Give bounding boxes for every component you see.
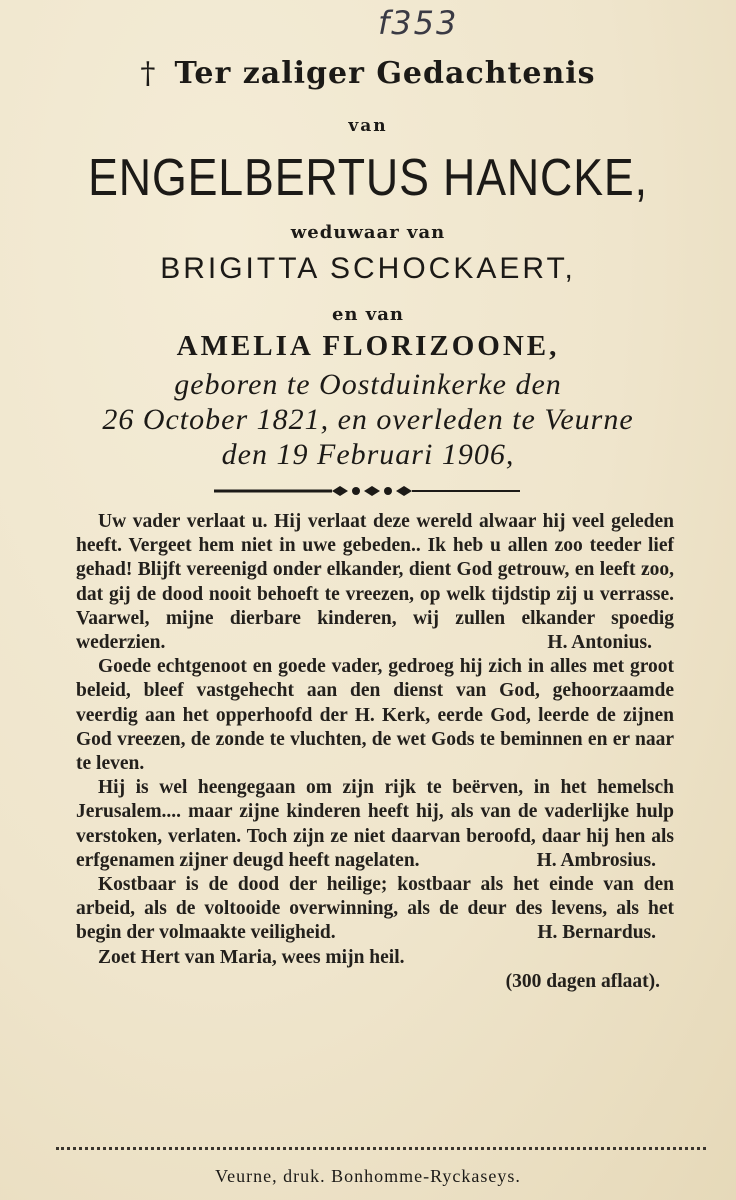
paragraph-4: Kostbaar is de dood der heilige; kostbaar als het einde van den arbeid, als de voltooide overwinning, als de deur des levens, als het begin der volmaakte veiligheid. H. Bernardus. [76,873,674,946]
van-label: van [348,116,388,136]
dates-text: 26 October 1821, en overleden te Veurne [102,403,634,436]
title-line [0,56,736,91]
widower-label: weduwaar van [290,222,446,243]
widower-line [0,222,736,243]
paragraph-1: Uw vader verlaat u. Hij verlaat deze wereld alwaar hij veel geleden heeft. Vergeet hem niet in uwe gebeden.. Ik heb u allen zoo teeder lief gehad! Blijft vereenigd onder elkander, dient God getrouw, en leeft zoo, dat gij de dood nooit behoeft te vreezen, op welk tijdstip zij u verrasse. Vaarwel, mijne dierbare kinderen, wij zullen elkander spoedig wederzien. H. Antonius. [76,510,674,655]
ornament-divider [214,484,520,498]
deceased-name-line [0,148,736,208]
spouse2-line [0,330,736,363]
prayer-text [76,510,674,994]
and-label: en van [331,304,404,325]
paragraph-5: Zoet Hert van Maria, wees mijn heil. [98,946,405,968]
death-line [0,438,736,472]
archive-number: f353 [378,4,459,42]
spouse1-line [0,252,736,286]
death-text: den 19 Februari 1906, [221,438,515,471]
van-line [0,116,736,136]
signature-bernardus: H. Bernardus. [537,922,656,944]
signature-ambrosius: H. Ambrosius. [536,849,656,871]
spouse2-name: AMELIA FLORIZOONE, [176,330,560,362]
indulgence-note: (300 dagen aflaat). [505,970,660,992]
birth-line [0,368,736,402]
dates-line [0,403,736,437]
birth-text: geboren te Oostduinkerke den [174,368,562,401]
dotted-divider [56,1147,706,1154]
page-title: Ter zaliger Gedachtenis [174,56,596,91]
paragraph-3: Hij is wel heengegaan om zijn rijk te beërven, in het hemelsch Jerusalem.... maar zijne kinderen heeft hij, als van de vaderlijke hulp verstoken, verlaten. Toch zijn ze niet daarvan beroofd, daar hij hen als erfgenamen zijner deugd heeft nagelaten. H. Ambrosius. [76,776,674,873]
and-line [0,304,736,325]
deceased-name: ENGELBERTUS HANCKE, [88,149,648,207]
cross-icon: † [140,56,156,91]
signature-antonius: H. Antonius. [547,632,652,654]
spouse1-name: BRIGITTA SCHOCKAERT, [160,252,576,285]
paragraph-2: Goede echtgenoot en goede vader, gedroeg hij zich in alles met groot beleid, bleef vastgehecht aan den dienst van God, gehoorzaamde veerdig aan het opperhoofd der H. Kerk, eerde God, leerde de zijnen God vreezen, de zonde te vluchten, de wet Gods te beminnen en er naar te leven. [76,656,674,775]
printer-footer: Veurne, druk. Bonhomme-Ryckaseys. [215,1166,521,1186]
